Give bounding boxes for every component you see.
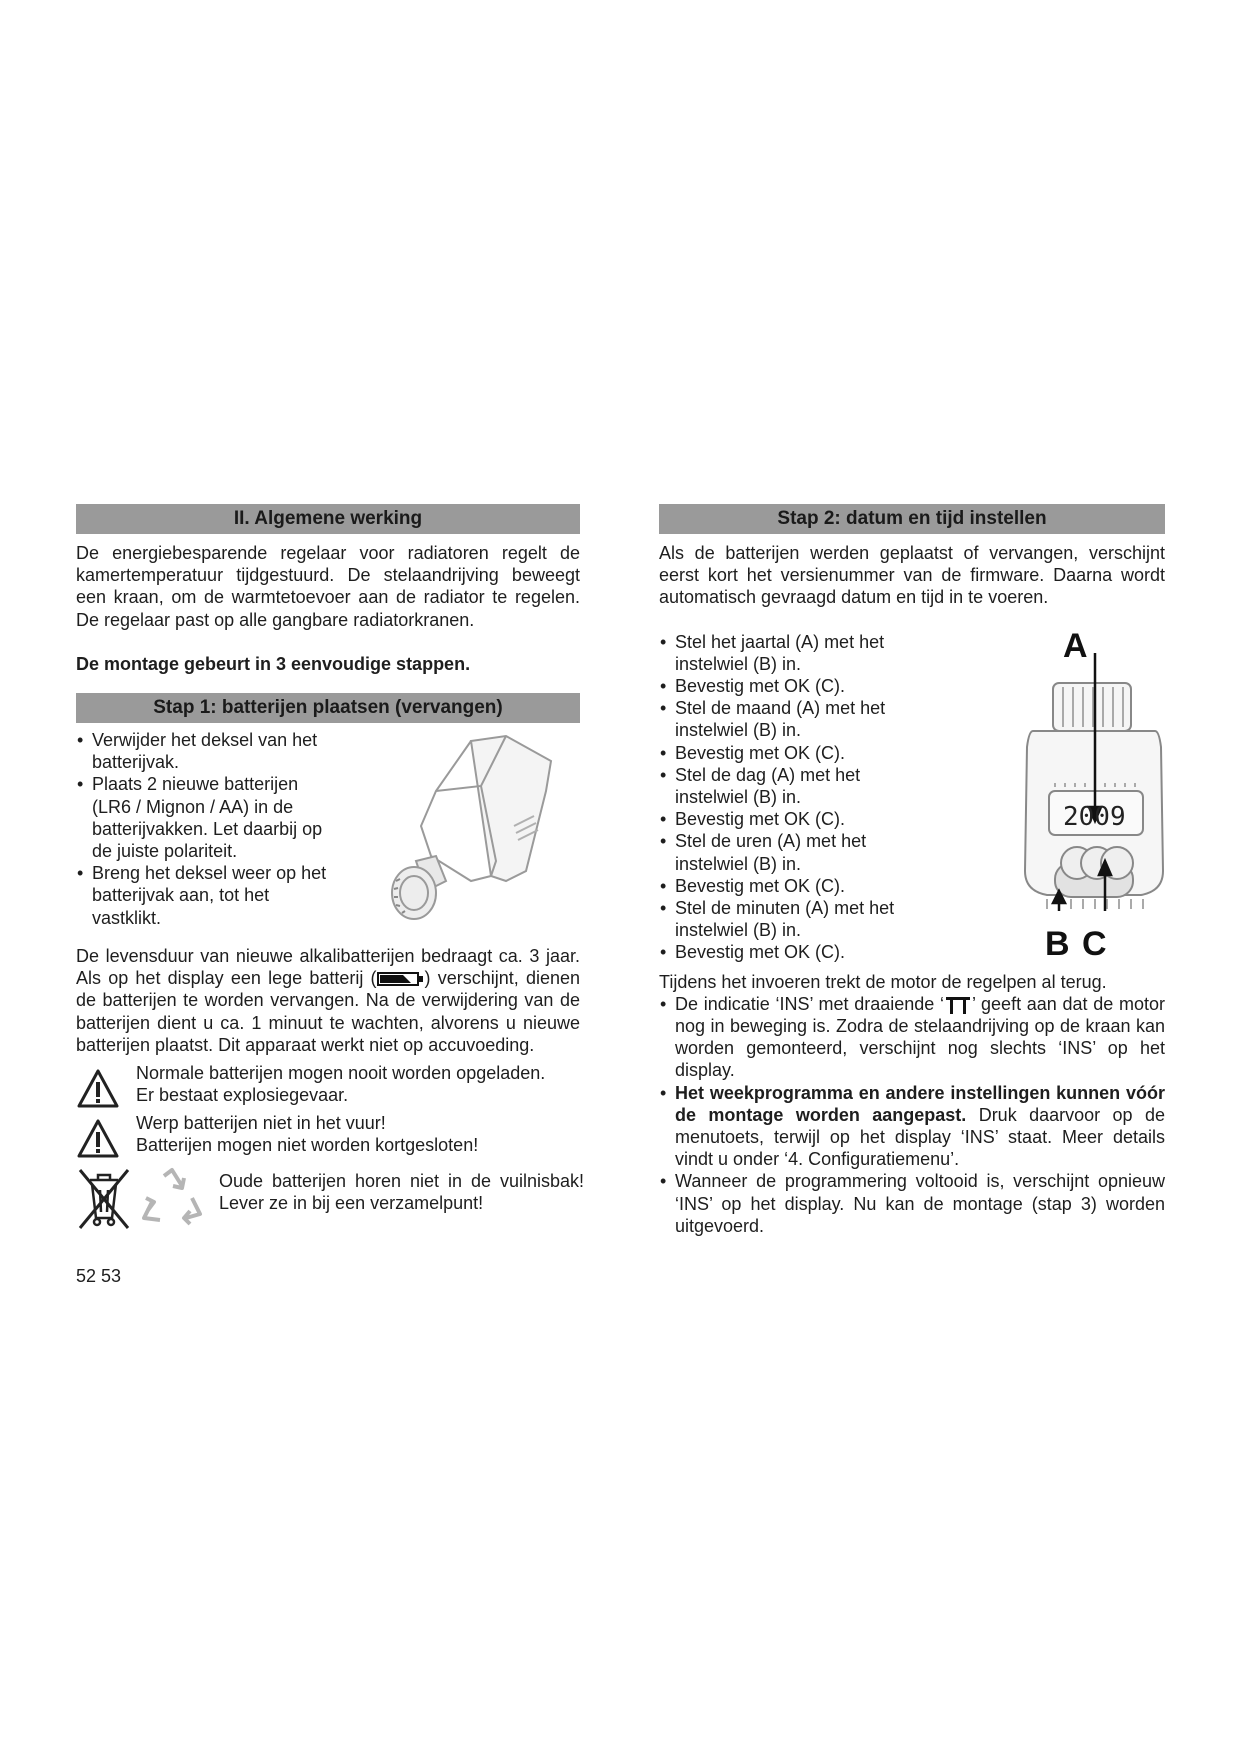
list-item: • Stel de minuten (A) met het instelwiel (B) in.: [659, 897, 929, 941]
list-item: • Bevestig met OK (C).: [659, 675, 929, 697]
list-item: • Plaats 2 nieuwe batterijen (LR6 / Mignon / AA) in de batterijvakken. Let daarbij op de juiste polariteit.: [76, 773, 338, 862]
list-item: • Het weekprogramma en andere instellingen kunnen vóór de montage worden aangepast. Druk daarvoor op de menutoets, terwijl op het display ‘INS’ staat. Meer details vindt u onder ‘4. Configuratiemenu’.: [659, 1082, 1165, 1171]
section-title: II. Algemene werking: [76, 504, 580, 534]
list-item: • Verwijder het deksel van het batterijvak.: [76, 729, 338, 773]
ins-list: [659, 993, 1165, 1237]
warning-triangle-icon: [76, 1068, 120, 1110]
intro-text: De energiebesparende regelaar voor radiatoren regelt de kamertemperatuur tijdgestuurd. De stelaandrijving beweegt een kraan, om de warmtetoevoer aan de radiator te regelen. De regelaar past op alle gangbare radiatorkranen.: [76, 543, 580, 630]
list-item: • De indicatie ‘INS’ met draaiende ‘ ’ geeft aan dat de motor nog in beweging is. Zodra de stelaandrijving op de kraan kan worden gemonteerd, verschijnt nog slechts ‘INS’ op het display.: [659, 993, 1165, 1082]
step1-block: [76, 723, 580, 933]
thermostat-illustration: [1019, 651, 1169, 911]
list-item: • Bevestig met OK (C).: [659, 742, 929, 764]
list-item: • Bevestig met OK (C).: [659, 941, 929, 963]
right-page: [659, 504, 1165, 1237]
montage-heading: De montage gebeurt in 3 eenvoudige stappen.: [76, 653, 471, 674]
step2-list: [659, 631, 929, 964]
left-page: [76, 504, 584, 1262]
warning-text-1: Normale batterijen mogen nooit worden opgeladen. Er bestaat explosiegevaar.: [136, 1063, 546, 1106]
list-item: • Wanneer de programmering voltooid is, verschijnt opnieuw ‘INS’ op het display. Nu kan de montage (stap 3) worden uitgevoerd.: [659, 1170, 1165, 1237]
recycle-text: Oude batterijen horen niet in de vuilnisbak! Lever ze in bij een verzamelpunt!: [219, 1171, 584, 1214]
figure-label-b: B: [1045, 924, 1070, 963]
warnings-block: [76, 1062, 584, 1262]
step1-list: [76, 729, 338, 929]
battery-lifetime-text: De levensduur van nieuwe alkalibatterijen bedraagt ca. 3 jaar. Als op het display een lege batterij ( ) verschijnt, dienen de batterijen te worden vervangen. Na de verwijdering van de batterijen dient u ca. 1 minuut te wachten, alvorens u nieuwe batterijen plaatst. Dit apparaat werkt niet op accuvoeding.: [76, 946, 580, 1055]
crossed-out-bin-icon: [76, 1166, 132, 1230]
list-item: • Stel de maand (A) met het instelwiel (B) in.: [659, 697, 929, 741]
figure-label-a: A: [1063, 626, 1088, 665]
lcd-display-value: 2009: [1063, 801, 1126, 832]
recycle-icon: [138, 1166, 206, 1230]
step2-title: Stap 2: datum en tijd instellen: [659, 504, 1165, 534]
list-item: • Breng het deksel weer op het batterijvak aan, tot het vastklikt.: [76, 862, 338, 929]
step2-block: [659, 626, 1165, 971]
figure-label-c: C: [1082, 924, 1107, 963]
rotating-bars-icon: [944, 995, 972, 1015]
list-item: • Stel de uren (A) met het instelwiel (B) in.: [659, 830, 929, 874]
list-item: • Stel het jaartal (A) met het instelwiel (B) in.: [659, 631, 929, 675]
list-item: • Bevestig met OK (C).: [659, 808, 929, 830]
step2-intro: Als de batterijen werden geplaatst of vervangen, verschijnt eerst kort het versienummer van de firmware. Daarna wordt automatisch gevraagd datum en tijd in te voeren.: [659, 543, 1165, 608]
list-item: • Bevestig met OK (C).: [659, 875, 929, 897]
warning-text-2: Werp batterijen niet in het vuur! Batterijen mogen niet worden kortgesloten!: [136, 1113, 479, 1156]
empty-battery-icon: [377, 971, 425, 987]
motor-text: Tijdens het invoeren trekt de motor de regelpen al terug.: [659, 971, 1107, 992]
list-item: • Stel de dag (A) met het instelwiel (B) in.: [659, 764, 929, 808]
step1-title: Stap 1: batterijen plaatsen (vervangen): [76, 693, 580, 723]
warning-triangle-icon: [76, 1118, 120, 1160]
page-numbers: 52 53: [76, 1266, 122, 1286]
battery-cover-illustration: [376, 731, 586, 931]
